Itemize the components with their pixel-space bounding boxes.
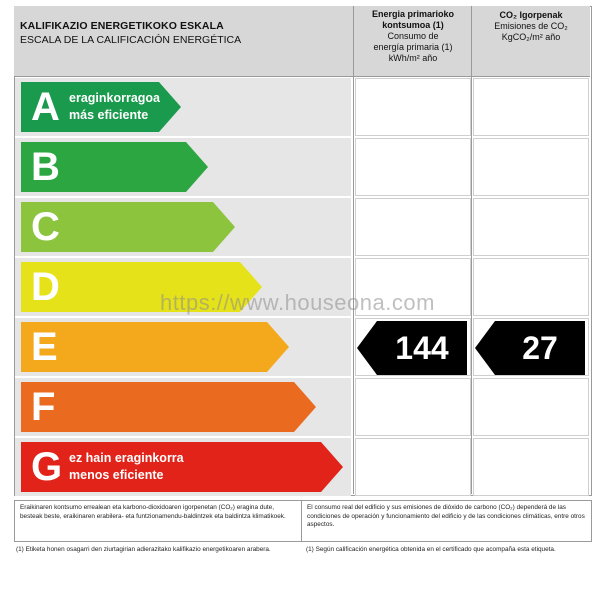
label-header [14, 6, 590, 77]
primary-energy-value-number: 144 [395, 330, 449, 366]
co2-cell-c [473, 198, 589, 256]
co2-cell-d [473, 258, 589, 316]
rating-letter: C [31, 205, 60, 249]
rating-bar-c [21, 202, 235, 252]
rating-bar-b [21, 142, 208, 192]
rating-arrow-shape [21, 382, 316, 432]
primary-energy-cell-a [355, 78, 471, 136]
rating-arrow-polygon [21, 322, 289, 372]
col2-line3: KgCO₂/m² año [501, 32, 561, 42]
col2-line1: CO₂ Igorpenak [499, 10, 563, 20]
footnote-basque: (1) Etiketa honen osagarri den ziurtagirian adierazitako kalifikazio energetikoaren arabera. [16, 546, 271, 553]
footer-box [14, 500, 592, 542]
col1-line2: kontsumoa (1) [382, 20, 444, 30]
column-divider-1 [353, 6, 354, 494]
column-divider-2 [471, 6, 472, 494]
footer-divider [301, 501, 302, 541]
primary-energy-cell-g [355, 438, 471, 496]
footer-text-spanish: El consumo real del edificio y sus emisiones de dióxido de carbono (CO₂) dependerá de las condiciones de operación y funcionamiento del edificio y de las condiciones climáticas, entre otros aspectos. [307, 504, 585, 529]
rating-label-top: eraginkorragoa [69, 91, 161, 105]
rating-letter: G [31, 445, 63, 489]
rating-letter: B [31, 145, 60, 189]
primary-energy-value [357, 321, 467, 375]
rating-label-top: ez hain eraginkorra [69, 451, 184, 465]
rating-letter: A [31, 85, 60, 129]
watermark: https://www.houseona.com [160, 290, 435, 315]
scale-title: KALIFIKAZIO ENERGETIKOKO ESKALA [20, 20, 224, 32]
rating-arrow-polygon [21, 382, 316, 432]
rating-bar-f [21, 382, 316, 432]
footer-text-basque: Eraikinaren kontsumo errealean eta karbono-dioxidoaren igorpenetan (CO₂) eragina dute, besteak beste, eraikinaren erabilera- eta funtzionamendu-baldintzek eta baldintza klimatikoek. [20, 504, 286, 520]
rating-letter: F [31, 385, 56, 429]
primary-energy-cell-f [355, 378, 471, 436]
col1-line3: Consumo de [387, 31, 439, 41]
rating-arrow-shape [21, 322, 289, 372]
primary-energy-cell-b [355, 138, 471, 196]
footnote-spanish: (1) Según calificación energética obtenida en el certificado que acompaña esta etiqueta. [306, 546, 556, 553]
co2-cell-f [473, 378, 589, 436]
rating-label-bottom: menos eficiente [69, 468, 164, 482]
rating-letter: E [31, 325, 58, 369]
col1-line4: energía primaria (1) [373, 42, 453, 52]
co2-column-header [473, 9, 589, 43]
co2-value-number: 27 [522, 330, 558, 366]
col1-line5: kWh/m² año [388, 53, 438, 63]
co2-cell-a [473, 78, 589, 136]
rating-bar-e [21, 322, 289, 372]
co2-cell-b [473, 138, 589, 196]
rating-bar-a [21, 82, 181, 132]
rating-bar-g [21, 442, 343, 492]
co2-cell-g [473, 438, 589, 496]
col2-line2: Emisiones de CO₂ [494, 21, 568, 31]
rating-label-bottom: más eficiente [69, 108, 149, 122]
col1-line1: Energia primarioko [371, 9, 455, 19]
primary-energy-column-header [355, 9, 471, 64]
scale-subtitle: ESCALA DE LA CALIFICACIÓN ENERGÉTICA [20, 34, 242, 46]
co2-value [475, 321, 585, 375]
rating-letter: D [31, 265, 60, 309]
primary-energy-cell-c [355, 198, 471, 256]
